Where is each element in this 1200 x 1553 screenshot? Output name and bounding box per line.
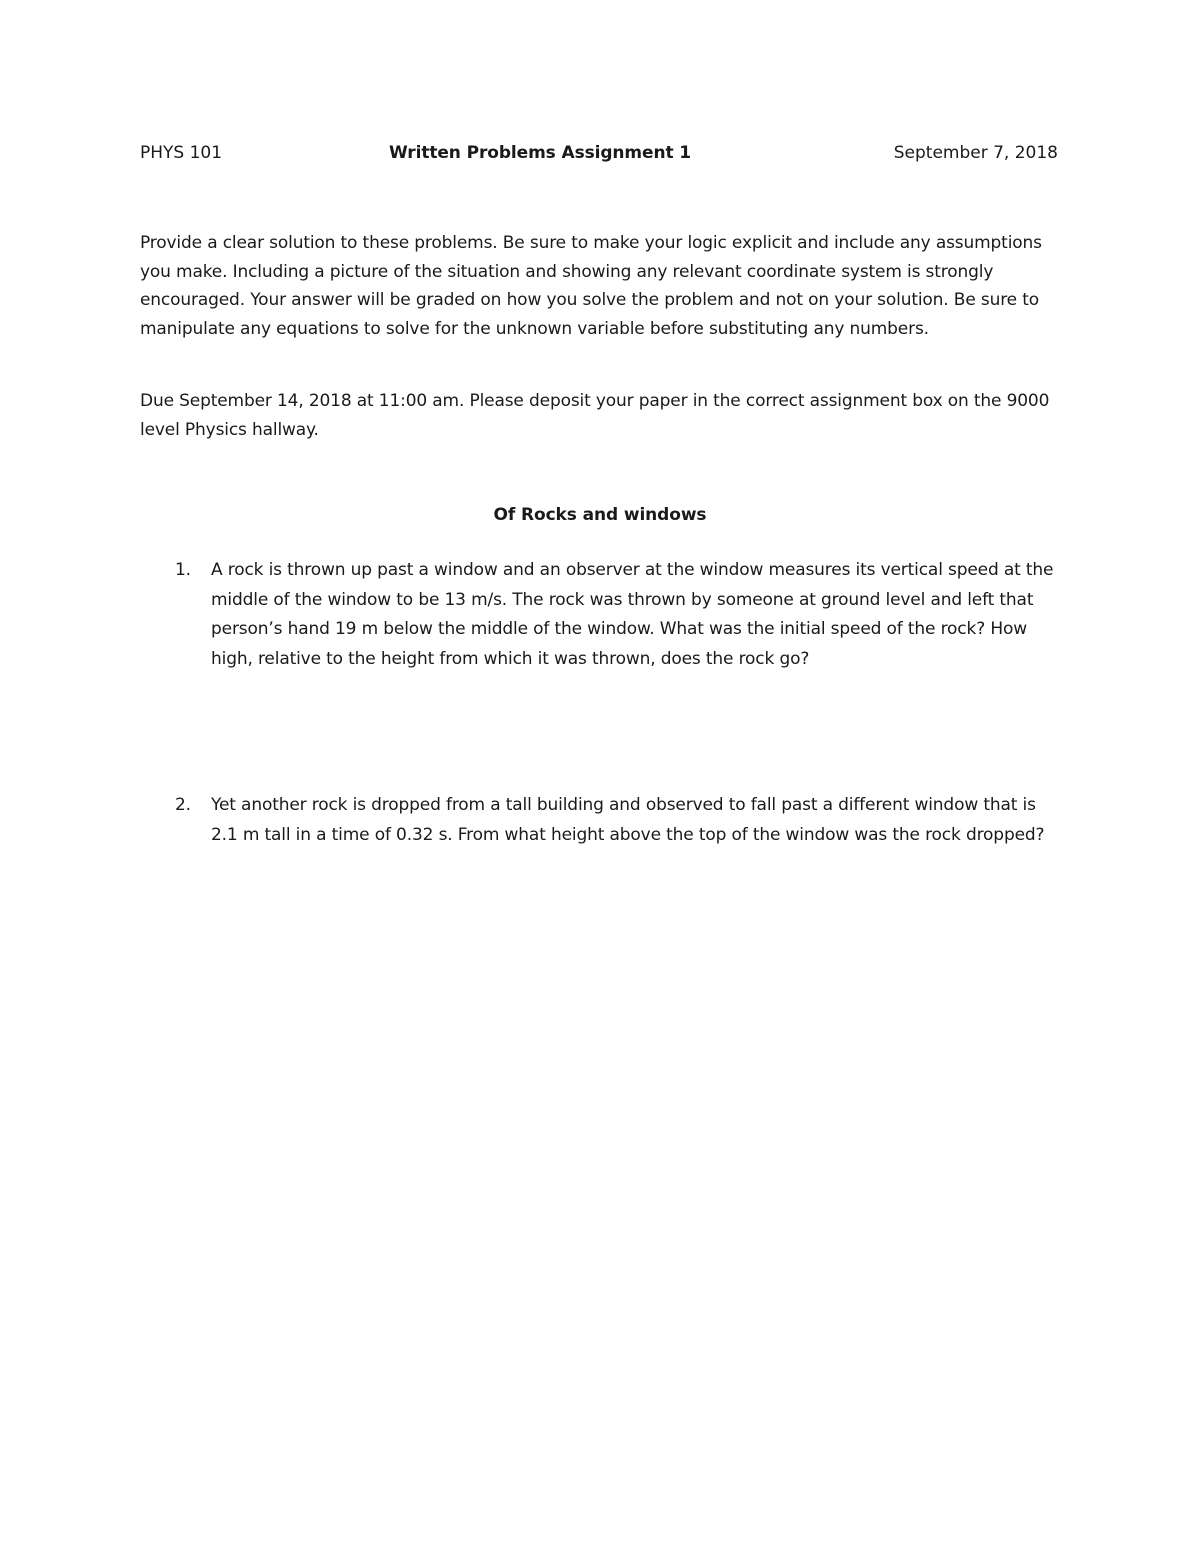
document-header: [140, 143, 1060, 171]
section-title: Of Rocks and windows: [493, 505, 707, 525]
due-date-paragraph: Due September 14, 2018 at 11:00 am. Please deposit your paper in the correct assignment box on the 9000 level Physics hallway.: [140, 391, 1050, 440]
instructions-paragraph: Provide a clear solution to these problems. Be sure to make your logic explicit and include any assumptions you make. Including a picture of the situation and showing any relevant coordinate system is strongly encouraged. Your answer will be graded on how you solve the problem and not on your solution. Be sure to manipulate any equations to solve for the unknown variable before substituting any numbers.: [140, 233, 1042, 339]
problem-text: Yet another rock is dropped from a tall building and observed to fall past a different window that is 2.1 m tall in a time of 0.32 s. From what height above the top of the window was the rock dropped?: [211, 795, 1045, 845]
assignment-date: September 7, 2018: [893, 143, 1058, 163]
assignment-title-text: Written Problems Assignment 1: [388, 143, 692, 163]
problem-number: 1.: [175, 560, 191, 580]
course-code: PHYS 101: [140, 143, 223, 163]
problem-text: A rock is thrown up past a window and an observer at the window measures its vertical speed at the middle of the window to be 13 m/s. The rock was thrown by someone at ground level and left that person’s hand 19 m below the middle of the window. What was the initial speed of the rock? How high, relative to the height from which it was thrown, does the rock go?: [211, 560, 1054, 669]
problem-number: 2.: [175, 795, 191, 815]
